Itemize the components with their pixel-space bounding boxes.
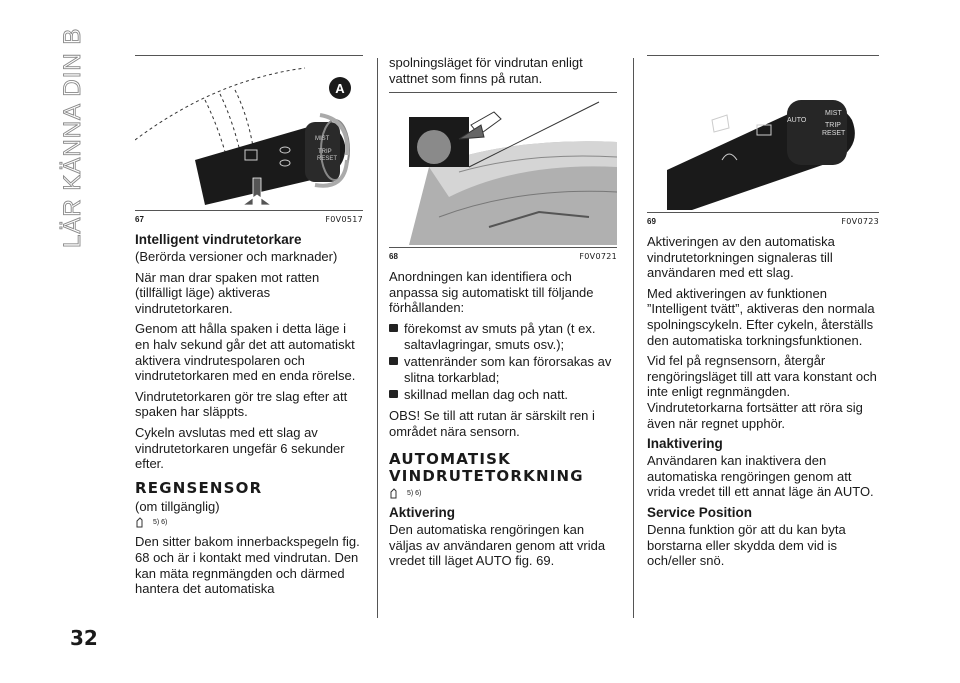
figure-69-caption <box>647 217 879 226</box>
paragraph: OBS! Se till att rutan är särskilt ren i området nära sensorn. <box>389 407 595 439</box>
figure-top-rule <box>389 92 617 93</box>
paragraph: Den sitter bakom innerbackspegeln fig. 68 och är i kontakt med vindrutan. Den kan mäta regnmängden och därmed hantera det automatiska <box>135 534 360 597</box>
figure-number: 69 <box>647 217 656 226</box>
warning-references <box>135 516 363 528</box>
column-1 <box>135 55 363 602</box>
paragraph: Cykeln avslutas med ett slag av vindrutetorkaren ungefär 6 sekunder efter. <box>135 424 345 472</box>
figure-bottom-rule <box>389 247 617 248</box>
warning-hand-icon <box>389 487 403 499</box>
lever-label-trip: TRIP <box>825 122 841 129</box>
paragraph: (Berörda versioner och marknader) <box>135 249 338 264</box>
figure-67-wiper-lever <box>135 60 363 208</box>
heading-automatisk: AUTOMATISK <box>389 450 511 469</box>
lever-label-reset: RESET <box>822 130 846 137</box>
heading-inaktivering: Inaktivering <box>647 436 723 452</box>
lever-label-reset: RESET <box>317 156 338 162</box>
paragraph: Användaren kan inaktivera den automatiska rengöringen genom att vrida vredet till ett annat läge än AUTO. <box>647 453 874 500</box>
list-item <box>389 354 617 385</box>
callout-a-label: A <box>335 81 345 96</box>
page-number: 32 <box>70 626 98 650</box>
paragraph: Med aktiveringen av funktionen ”Intelligent tvätt”, aktiveras den normala spolningscykeln. Efter cykeln, återställs den automatiska torkningsfunktionen. <box>647 285 875 348</box>
list-item-text: skillnad mellan dag och natt. <box>404 387 569 403</box>
heading-aktivering: Aktivering <box>389 505 456 521</box>
heading-intelligent-wiper: Intelligent vindrutetorkare <box>135 232 302 247</box>
paragraph: (om tillgänglig) <box>135 498 220 514</box>
paragraph: Vindrutetorkaren gör tre slag efter att spaken har släppts. <box>135 388 348 420</box>
figure-code: F0V0721 <box>579 252 617 262</box>
lever-label-mist: MIST <box>825 110 842 117</box>
figure-code: F0V0723 <box>841 217 879 226</box>
column-3 <box>647 55 879 574</box>
figure-code: F0V0517 <box>325 215 363 224</box>
paragraph: Vid fel på regnsensorn, återgår rengöringsläget till att vara konstant och inte enligt regnmängden. Vindrutetorkarna fortsätter att röra sig även när regnet upphör. <box>647 353 877 431</box>
figure-69-auto-lever <box>647 60 879 210</box>
figure-bottom-rule <box>647 212 879 213</box>
figure-67-caption <box>135 215 363 224</box>
paragraph: Denna funktion gör att du kan byta borstarna eller skydda dem vid is och/eller snö. <box>647 521 846 569</box>
warning-refs-text: 5) 6) <box>153 518 168 526</box>
figure-bottom-rule <box>135 210 363 211</box>
column-divider <box>377 58 378 618</box>
heading-vindrutetorkning: VINDRUTETORKNING <box>389 467 584 486</box>
heading-service-position: Service Position <box>647 504 753 520</box>
figure-68-rain-sensor <box>389 97 617 245</box>
bullet-square-icon <box>389 390 398 398</box>
list-item <box>389 387 617 403</box>
paragraph: Aktiveringen av den automatiska vindrutetorkningen signaleras till användaren med ett slag. <box>647 234 835 281</box>
paragraph: spolningsläget för vindrutan enligt vattnet som finns på rutan. <box>389 55 583 86</box>
chapter-title-text: LÄR KÄNNA DIN BIL <box>59 28 86 248</box>
bullet-square-icon <box>389 357 398 365</box>
warning-hand-icon <box>135 516 149 528</box>
figure-number: 68 <box>389 252 398 262</box>
list-item-text: förekomst av smuts på ytan (t ex. saltavlagringar, smuts osv.); <box>404 320 596 352</box>
paragraph: Anordningen kan identifiera och anpassa sig automatiskt till följande förhållanden: <box>389 269 594 316</box>
column-2 <box>389 55 617 574</box>
paragraph: Den automatiska rengöringen kan väljas av användaren genom att vrida vredet till läget AUTO fig. 69. <box>389 522 606 569</box>
lever-label-auto: AUTO <box>787 117 807 124</box>
warning-refs-text: 5) 6) <box>407 489 422 497</box>
paragraph: Genom att hålla spaken i detta läge i en halv sekund går det att automatiskt aktivera vindrutespolaren och vindrutetorkaren med en enda rörelse. <box>135 321 356 384</box>
bullet-square-icon <box>389 324 398 332</box>
list-item-text: vattenränder som kan förorsakas av slitna torkarblad; <box>404 354 612 385</box>
figure-68-caption <box>389 252 617 261</box>
heading-regnsensor: REGNSENSOR <box>135 478 263 497</box>
lever-label-mist: MIST <box>315 136 330 142</box>
column-divider <box>633 58 634 618</box>
warning-references <box>389 487 617 499</box>
paragraph: När man drar spaken mot ratten (tillfälligt läge) aktiveras vindrutetorkaren. <box>135 269 320 316</box>
figure-top-rule <box>647 55 879 56</box>
figure-number: 67 <box>135 215 144 224</box>
chapter-side-title <box>50 28 90 248</box>
list-item <box>389 321 617 352</box>
figure-top-rule <box>135 55 363 56</box>
lever-label-trip: TRIP <box>318 149 332 155</box>
